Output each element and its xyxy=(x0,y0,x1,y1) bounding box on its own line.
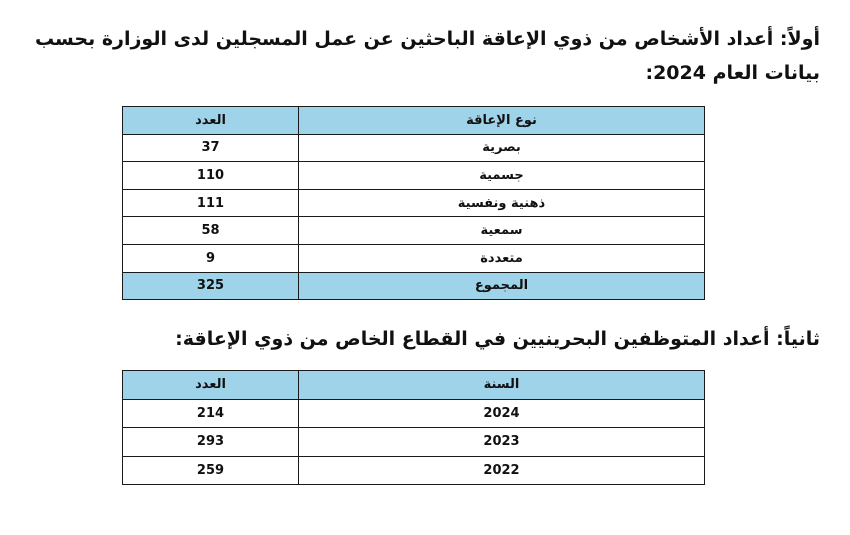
table-row xyxy=(123,217,705,245)
section1-heading-line2: بيانات العام 2024: xyxy=(645,62,820,84)
cell-type: جسمية xyxy=(299,162,705,190)
cell-count: 111 xyxy=(123,189,299,217)
table-header-row xyxy=(123,107,705,135)
private-sector-employees-table xyxy=(122,370,705,485)
section2-heading: ثانياً: أعداد المتوظفين البحرينيين في القطاع الخاص من ذوي الإعاقة: xyxy=(175,328,820,350)
cell-year: 2022 xyxy=(299,456,705,485)
column-header-type: نوع الإعاقة xyxy=(299,107,705,135)
table-row xyxy=(123,399,705,428)
table-row xyxy=(123,162,705,190)
table-row xyxy=(123,456,705,485)
column-header-count: العدد xyxy=(123,107,299,135)
cell-count: 37 xyxy=(123,134,299,162)
section1-heading-line1: أولاً: أعداد الأشخاص من ذوي الإعاقة الباحثين عن عمل المسجلين لدى الوزارة بحسب xyxy=(34,28,820,50)
table-row xyxy=(123,428,705,457)
column-header-count: العدد xyxy=(123,371,299,400)
column-header-year: السنة xyxy=(299,371,705,400)
cell-year: 2023 xyxy=(299,428,705,457)
cell-count: 259 xyxy=(123,456,299,485)
cell-count: 110 xyxy=(123,162,299,190)
total-label: المجموع xyxy=(299,272,705,300)
cell-year: 2024 xyxy=(299,399,705,428)
cell-type: متعددة xyxy=(299,244,705,272)
cell-count: 293 xyxy=(123,428,299,457)
cell-type: ذهنية ونفسية xyxy=(299,189,705,217)
table-row xyxy=(123,244,705,272)
disability-jobseekers-table xyxy=(122,106,705,300)
table-header-row xyxy=(123,371,705,400)
cell-count: 9 xyxy=(123,244,299,272)
table-total-row xyxy=(123,272,705,300)
table-row xyxy=(123,134,705,162)
cell-count: 58 xyxy=(123,217,299,245)
section1-heading xyxy=(20,22,820,90)
cell-count: 214 xyxy=(123,399,299,428)
total-count: 325 xyxy=(123,272,299,300)
table-row xyxy=(123,189,705,217)
cell-type: بصرية xyxy=(299,134,705,162)
cell-type: سمعية xyxy=(299,217,705,245)
